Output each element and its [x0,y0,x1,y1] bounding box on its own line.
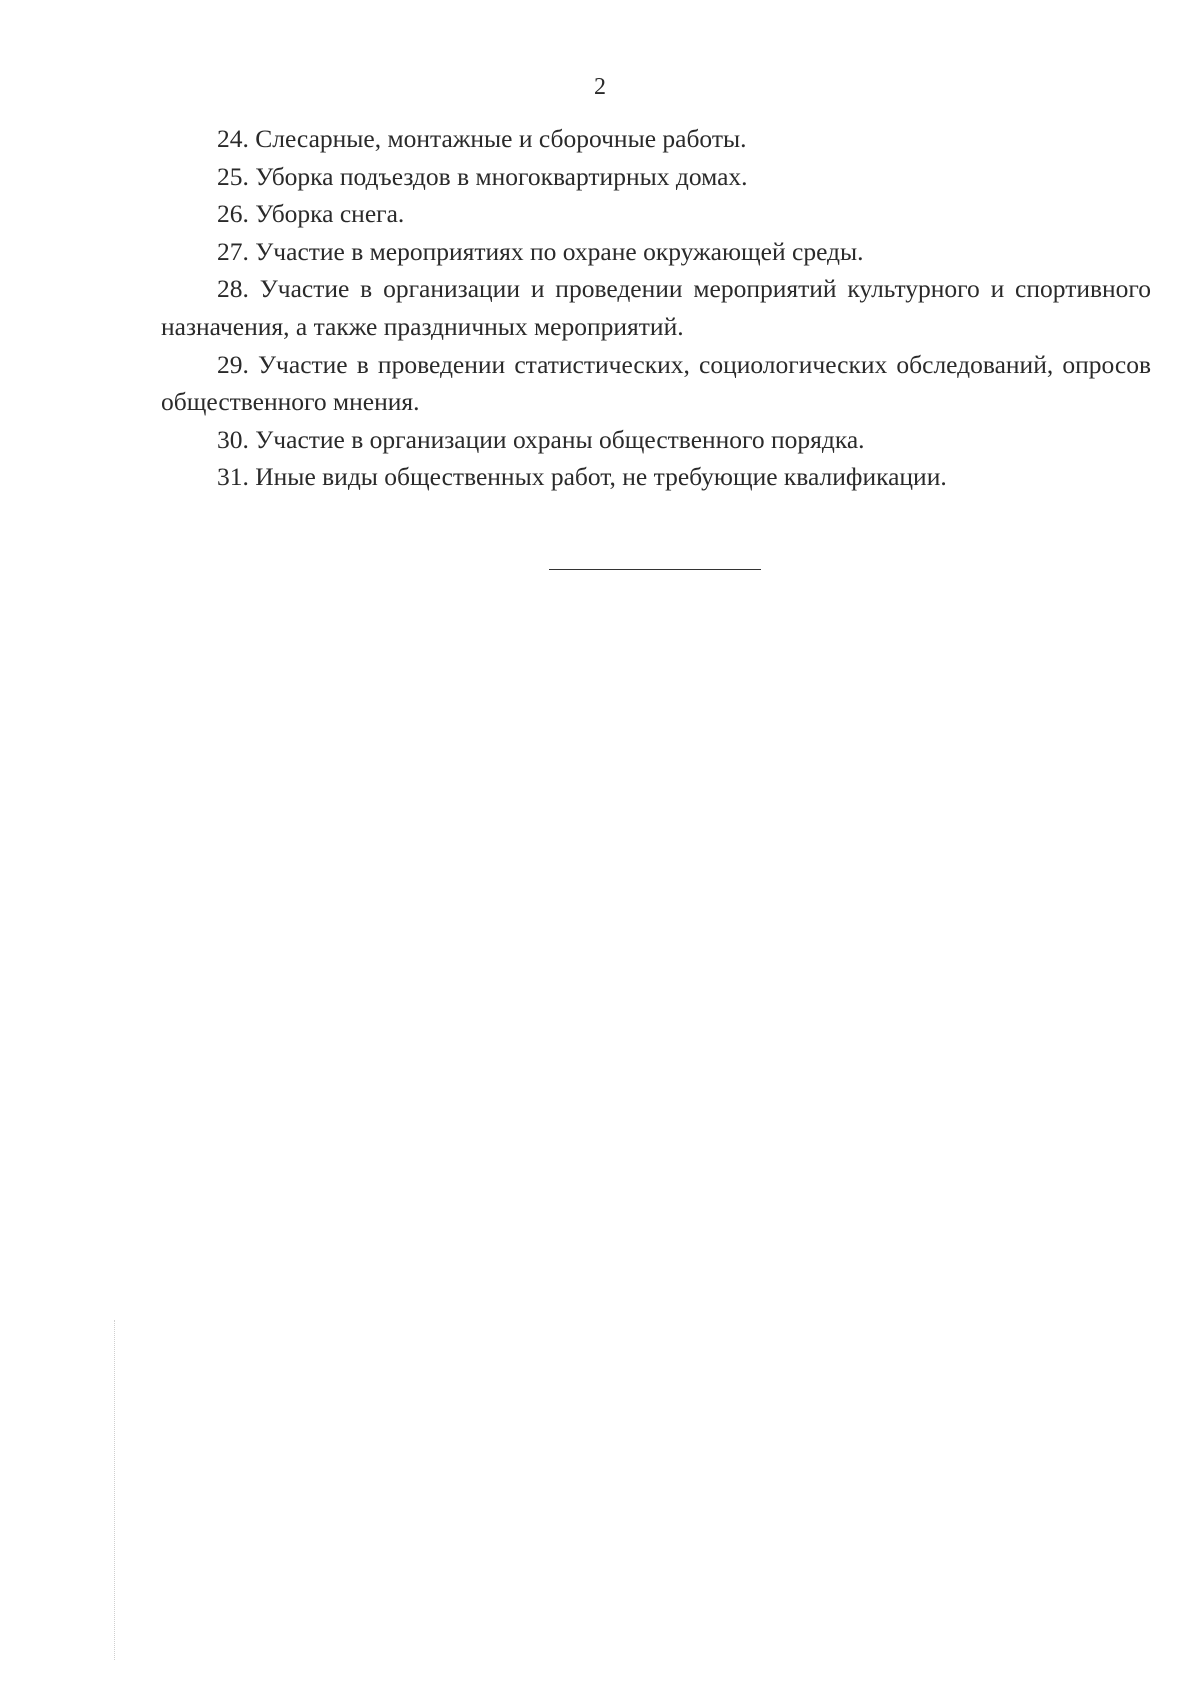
list-item: 24. Слесарные, монтажные и сборочные работы. [217,124,747,153]
list-item: 27. Участие в мероприятиях по охране окружающей среды. [217,236,864,266]
work-types-list [161,120,1151,496]
list-item: 29. Участие в проведении статистических, социологических обследований, опросов общественного мнения. [161,349,1151,417]
list-item: 31. Иные виды общественных работ, не требующие квалификации. [217,462,947,492]
list-item: 25. Уборка подъездов в многоквартирных домах. [217,161,748,191]
scan-edge-artifact [114,1320,115,1660]
closing-divider [549,569,761,570]
list-item: 28. Участие в организации и проведении мероприятий культурного и спортивного назначения, а также праздничных мероприятий. [161,274,1151,341]
list-item: 30. Участие в организации охраны общественного порядка. [217,424,865,454]
list-item: 26. Уборка снега. [217,199,405,229]
page-number: 2 [594,74,606,100]
